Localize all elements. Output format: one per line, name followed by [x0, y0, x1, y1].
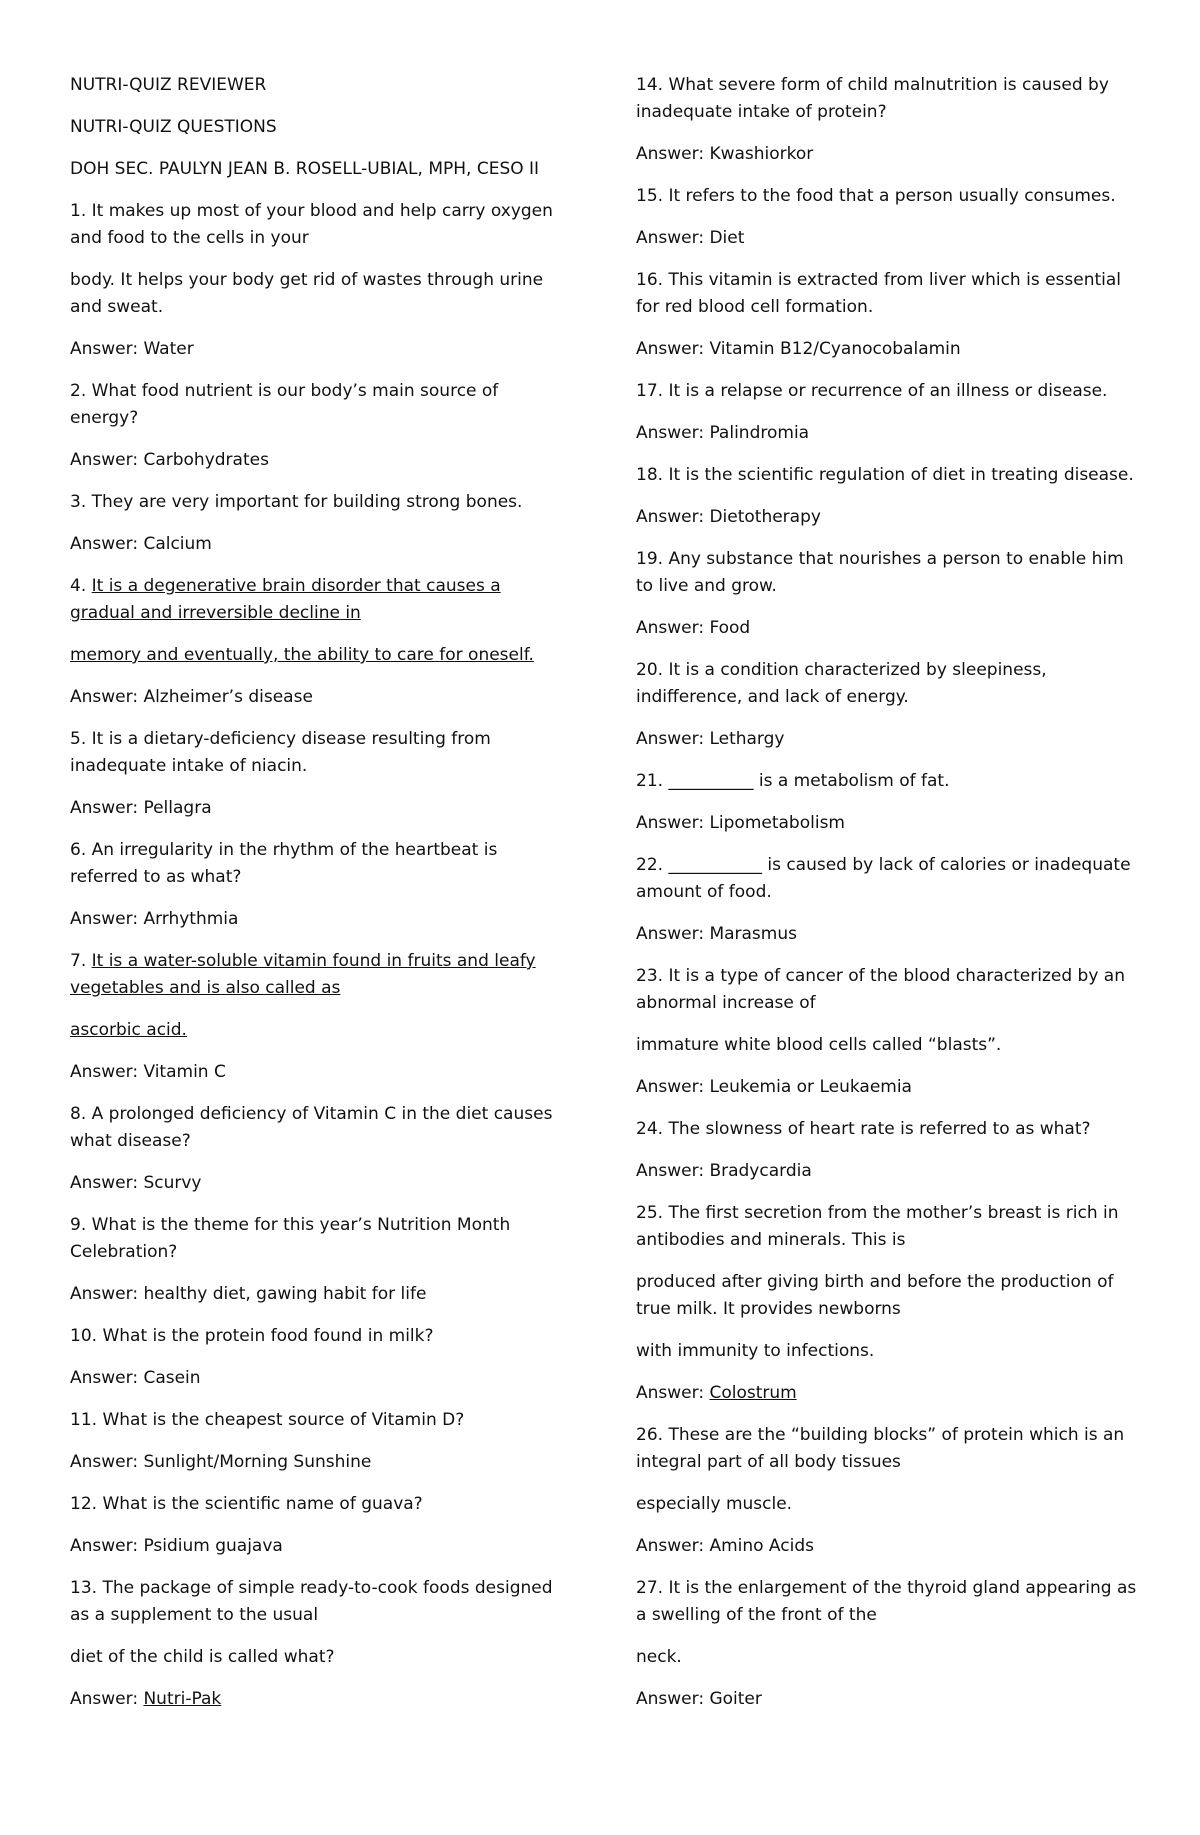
right-column-paragraph — [636, 1200, 1141, 1254]
left-column-paragraph — [70, 531, 570, 558]
right-column-paragraph — [636, 72, 1141, 126]
left-column-paragraph — [70, 447, 570, 474]
paragraph-text: Answer: healthy diet, gawing habit for life — [70, 1284, 427, 1304]
left-column-paragraph — [70, 1059, 570, 1086]
paragraph-text: 24. The slowness of heart rate is referred to as what? — [636, 1119, 1091, 1139]
left-column-paragraph — [70, 198, 570, 252]
left-column — [70, 72, 570, 1728]
paragraph-text: 13. The package of simple ready-to-cook foods designed as a supplement to the usual — [70, 1578, 553, 1625]
left-column-paragraph — [70, 1449, 570, 1476]
right-column-paragraph — [636, 141, 1141, 168]
right-column-paragraph — [636, 336, 1141, 363]
left-column-paragraph — [70, 336, 570, 363]
paragraph-prefix: 7. — [70, 951, 92, 971]
paragraph-text: body. It helps your body get rid of wastes through urine and sweat. — [70, 270, 544, 317]
left-column-paragraph — [70, 114, 570, 141]
paragraph-text: 9. What is the theme for this year’s Nutrition Month Celebration? — [70, 1215, 511, 1262]
paragraph-text: Answer: Bradycardia — [636, 1161, 812, 1181]
paragraph-text: Answer: Psidium guajava — [70, 1536, 283, 1556]
paragraph-text: Answer: Sunlight/Morning Sunshine — [70, 1452, 372, 1472]
paragraph-text: Answer: Arrhythmia — [70, 909, 239, 929]
paragraph-text: 21. __________ is a metabolism of fat. — [636, 771, 950, 791]
paragraph-text: 15. It refers to the food that a person usually consumes. — [636, 186, 1116, 206]
left-column-paragraph — [70, 906, 570, 933]
paragraph-text: ascorbic acid. — [70, 1020, 187, 1040]
paragraph-text: Answer: Diet — [636, 228, 745, 248]
paragraph-text: 25. The first secretion from the mother’s breast is rich in antibodies and minerals. This is — [636, 1203, 1119, 1250]
paragraph-text: Answer: Calcium — [70, 534, 212, 554]
right-column — [636, 72, 1141, 1728]
left-column-paragraph — [70, 642, 570, 669]
paragraph-text: Answer: Kwashiorkor — [636, 144, 814, 164]
left-column-paragraph — [70, 1575, 570, 1629]
left-column-paragraph — [70, 1686, 570, 1713]
right-column-paragraph — [636, 1533, 1141, 1560]
right-column-paragraph — [636, 1380, 1141, 1407]
right-column-paragraph — [636, 1686, 1141, 1713]
left-column-paragraph — [70, 1281, 570, 1308]
left-column-paragraph — [70, 1017, 570, 1044]
left-column-paragraph — [70, 1101, 570, 1155]
right-column-paragraph — [636, 504, 1141, 531]
paragraph-text: 19. Any substance that nourishes a person to enable him to live and grow. — [636, 549, 1124, 596]
right-column-paragraph — [636, 183, 1141, 210]
right-column-paragraph — [636, 1575, 1141, 1629]
paragraph-text: with immunity to infections. — [636, 1341, 875, 1361]
right-column-paragraph — [636, 852, 1141, 906]
left-column-paragraph — [70, 1491, 570, 1518]
left-column-paragraph — [70, 1644, 570, 1671]
left-column-paragraph — [70, 156, 570, 183]
paragraph-text: Colostrum — [709, 1383, 797, 1403]
right-column-paragraph — [636, 378, 1141, 405]
paragraph-text: Answer: Dietotherapy — [636, 507, 821, 527]
right-column-paragraph — [636, 546, 1141, 600]
paragraph-text: 12. What is the scientific name of guava? — [70, 1494, 423, 1514]
paragraph-text: 3. They are very important for building strong bones. — [70, 492, 523, 512]
paragraph-text: 14. What severe form of child malnutrition is caused by inadequate intake of protein? — [636, 75, 1109, 122]
paragraph-prefix: Answer: — [70, 1689, 144, 1709]
right-column-paragraph — [636, 726, 1141, 753]
right-column-paragraph — [636, 1491, 1141, 1518]
left-column-paragraph — [70, 489, 570, 516]
paragraph-text: Answer: Marasmus — [636, 924, 797, 944]
paragraph-text: Answer: Carbohydrates — [70, 450, 269, 470]
right-column-paragraph — [636, 225, 1141, 252]
paragraph-text: 26. These are the “building blocks” of protein which is an integral part of all body tissues — [636, 1425, 1125, 1472]
left-column-paragraph — [70, 267, 570, 321]
paragraph-text: It is a water-soluble vitamin found in fruits and leafy vegetables and is also called as — [70, 951, 536, 998]
paragraph-text: Answer: Lethargy — [636, 729, 785, 749]
paragraph-text: 8. A prolonged deficiency of Vitamin C in the diet causes what disease? — [70, 1104, 553, 1151]
paragraph-text: Answer: Vitamin B12/Cyanocobalamin — [636, 339, 961, 359]
left-column-paragraph — [70, 1170, 570, 1197]
left-column-paragraph — [70, 1365, 570, 1392]
paragraph-text: 10. What is the protein food found in milk? — [70, 1326, 434, 1346]
right-column-paragraph — [636, 1116, 1141, 1143]
right-column-paragraph — [636, 921, 1141, 948]
paragraph-text: 5. It is a dietary-deficiency disease resulting from inadequate intake of niacin. — [70, 729, 491, 776]
paragraph-text: Answer: Amino Acids — [636, 1536, 814, 1556]
left-column-paragraph — [70, 948, 570, 1002]
paragraph-text: diet of the child is called what? — [70, 1647, 335, 1667]
paragraph-text: produced after giving birth and before the production of true milk. It provides newborns — [636, 1272, 1114, 1319]
right-column-paragraph — [636, 1644, 1141, 1671]
paragraph-text: 11. What is the cheapest source of Vitamin D? — [70, 1410, 465, 1430]
paragraph-text: 23. It is a type of cancer of the blood characterized by an abnormal increase of — [636, 966, 1125, 1013]
paragraph-text: DOH SEC. PAULYN JEAN B. ROSELL-UBIAL, MPH, CESO II — [70, 159, 540, 179]
paragraph-prefix: Answer: — [636, 1383, 710, 1403]
paragraph-text: Answer: Casein — [70, 1368, 201, 1388]
paragraph-text: 16. This vitamin is extracted from liver which is essential for red blood cell formation. — [636, 270, 1122, 317]
paragraph-text: NUTRI-QUIZ QUESTIONS — [70, 117, 277, 137]
right-column-paragraph — [636, 657, 1141, 711]
paragraph-text: Answer: Pellagra — [70, 798, 212, 818]
paragraph-text: 6. An irregularity in the rhythm of the heartbeat is referred to as what? — [70, 840, 498, 887]
paragraph-text: Answer: Scurvy — [70, 1173, 202, 1193]
paragraph-text: Answer: Alzheimer’s disease — [70, 687, 313, 707]
paragraph-text: 18. It is the scientific regulation of diet in treating disease. — [636, 465, 1134, 485]
right-column-paragraph — [636, 1338, 1141, 1365]
right-column-paragraph — [636, 1074, 1141, 1101]
paragraph-text: neck. — [636, 1647, 682, 1667]
paragraph-text: Answer: Leukemia or Leukaemia — [636, 1077, 912, 1097]
left-column-paragraph — [70, 684, 570, 711]
paragraph-text: NUTRI-QUIZ REVIEWER — [70, 75, 267, 95]
left-column-paragraph — [70, 1212, 570, 1266]
paragraph-prefix: 4. — [70, 576, 92, 596]
right-column-paragraph — [636, 420, 1141, 447]
paragraph-text: Nutri-Pak — [143, 1689, 222, 1709]
left-column-paragraph — [70, 573, 570, 627]
paragraph-text: especially muscle. — [636, 1494, 793, 1514]
right-column-paragraph — [636, 462, 1141, 489]
left-column-paragraph — [70, 795, 570, 822]
paragraph-text: immature white blood cells called “blasts”. — [636, 1035, 1002, 1055]
paragraph-text: It is a degenerative brain disorder that causes a gradual and irreversible decline in — [70, 576, 501, 623]
paragraph-text: Answer: Food — [636, 618, 751, 638]
left-column-paragraph — [70, 378, 570, 432]
paragraph-text: 22. ___________ is caused by lack of calories or inadequate amount of food. — [636, 855, 1131, 902]
right-column-paragraph — [636, 1422, 1141, 1476]
right-column-paragraph — [636, 963, 1141, 1017]
right-column-paragraph — [636, 267, 1141, 321]
right-column-paragraph — [636, 615, 1141, 642]
right-column-paragraph — [636, 1032, 1141, 1059]
paragraph-text: 2. What food nutrient is our body’s main source of energy? — [70, 381, 499, 428]
right-column-paragraph — [636, 768, 1141, 795]
left-column-paragraph — [70, 1323, 570, 1350]
left-column-paragraph — [70, 72, 570, 99]
paragraph-text: 27. It is the enlargement of the thyroid gland appearing as a swelling of the front of the — [636, 1578, 1137, 1625]
paragraph-text: Answer: Vitamin C — [70, 1062, 226, 1082]
paragraph-text: Answer: Lipometabolism — [636, 813, 845, 833]
left-column-paragraph — [70, 837, 570, 891]
paragraph-text: Answer: Goiter — [636, 1689, 762, 1709]
right-column-paragraph — [636, 1158, 1141, 1185]
paragraph-text: memory and eventually, the ability to care for oneself. — [70, 645, 534, 665]
paragraph-text: Answer: Palindromia — [636, 423, 810, 443]
right-column-paragraph — [636, 810, 1141, 837]
left-column-paragraph — [70, 1533, 570, 1560]
left-column-paragraph — [70, 1407, 570, 1434]
paragraph-text: Answer: Water — [70, 339, 194, 359]
paragraph-text: 17. It is a relapse or recurrence of an illness or disease. — [636, 381, 1108, 401]
paragraph-text: 1. It makes up most of your blood and help carry oxygen and food to the cells in your — [70, 201, 553, 248]
left-column-paragraph — [70, 726, 570, 780]
paragraph-text: 20. It is a condition characterized by sleepiness, indifference, and lack of energy. — [636, 660, 1047, 707]
right-column-paragraph — [636, 1269, 1141, 1323]
